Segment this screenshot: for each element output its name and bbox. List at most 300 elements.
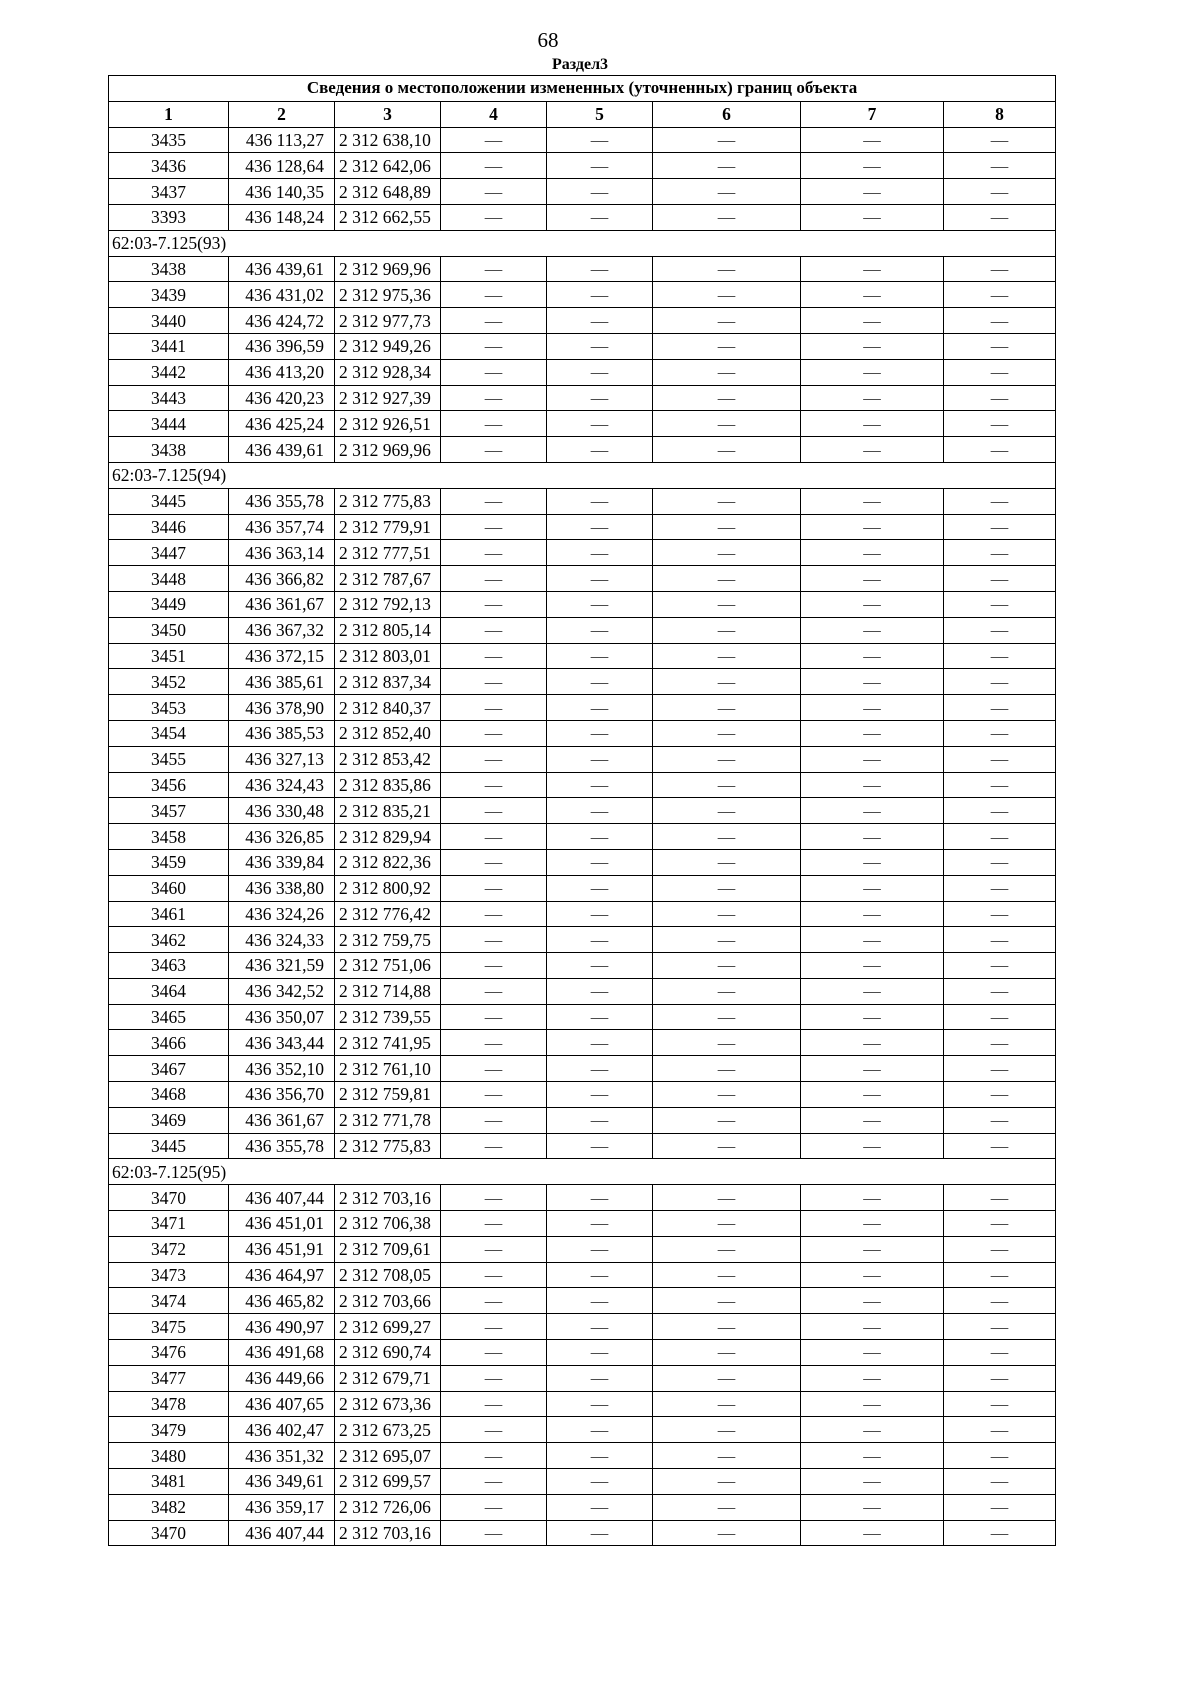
dash-cell: — — [441, 540, 547, 566]
y-coordinate-cell: 2 312 714,88 — [335, 978, 441, 1004]
point-number-cell: 3475 — [109, 1314, 229, 1340]
table-row — [109, 204, 1056, 230]
dash-cell: — — [441, 978, 547, 1004]
dash-cell: — — [944, 953, 1056, 979]
dash-cell: — — [653, 1520, 801, 1546]
dash-cell: — — [801, 1443, 944, 1469]
dash-cell: — — [944, 1365, 1056, 1391]
y-coordinate-cell: 2 312 776,42 — [335, 901, 441, 927]
table-row — [109, 153, 1056, 179]
dash-cell: — — [801, 1004, 944, 1030]
dash-cell: — — [653, 1469, 801, 1495]
x-coordinate-cell: 436 324,26 — [229, 901, 335, 927]
dash-cell: — — [801, 1133, 944, 1159]
y-coordinate-cell: 2 312 852,40 — [335, 720, 441, 746]
dash-cell: — — [944, 1494, 1056, 1520]
point-number-cell: 3438 — [109, 256, 229, 282]
table-row — [109, 927, 1056, 953]
dash-cell: — — [653, 1262, 801, 1288]
point-number-cell: 3435 — [109, 127, 229, 153]
dash-cell: — — [547, 333, 653, 359]
x-coordinate-cell: 436 343,44 — [229, 1030, 335, 1056]
dash-cell: — — [547, 566, 653, 592]
dash-cell: — — [547, 514, 653, 540]
dash-cell: — — [547, 798, 653, 824]
dash-cell: — — [944, 849, 1056, 875]
dash-cell: — — [441, 204, 547, 230]
x-coordinate-cell: 436 420,23 — [229, 385, 335, 411]
table-row — [109, 1211, 1056, 1237]
dash-cell: — — [801, 901, 944, 927]
dash-cell: — — [944, 385, 1056, 411]
y-coordinate-cell: 2 312 761,10 — [335, 1056, 441, 1082]
dash-cell: — — [801, 1082, 944, 1108]
table-row — [109, 488, 1056, 514]
table-row — [109, 411, 1056, 437]
dash-cell: — — [547, 901, 653, 927]
dash-cell: — — [944, 824, 1056, 850]
x-coordinate-cell: 436 464,97 — [229, 1262, 335, 1288]
dash-cell: — — [547, 282, 653, 308]
table-row — [109, 385, 1056, 411]
point-number-cell: 3465 — [109, 1004, 229, 1030]
dash-cell: — — [441, 127, 547, 153]
x-coordinate-cell: 436 407,44 — [229, 1185, 335, 1211]
dash-cell: — — [944, 1082, 1056, 1108]
dash-cell: — — [547, 437, 653, 463]
dash-cell: — — [801, 669, 944, 695]
dash-cell: — — [547, 927, 653, 953]
dash-cell: — — [653, 1494, 801, 1520]
dash-cell: — — [801, 1494, 944, 1520]
dash-cell: — — [547, 746, 653, 772]
y-coordinate-cell: 2 312 787,67 — [335, 566, 441, 592]
table-row — [109, 333, 1056, 359]
table-row — [109, 514, 1056, 540]
table-title: Сведения о местоположении измененных (уточненных) границ объекта — [109, 76, 1056, 102]
table-row — [109, 1236, 1056, 1262]
table-row — [109, 695, 1056, 721]
dash-cell: — — [441, 256, 547, 282]
point-number-cell: 3481 — [109, 1469, 229, 1495]
table-row — [109, 1494, 1056, 1520]
x-coordinate-cell: 436 338,80 — [229, 875, 335, 901]
point-number-cell: 3482 — [109, 1494, 229, 1520]
dash-cell: — — [441, 1004, 547, 1030]
dash-cell: — — [441, 1469, 547, 1495]
table-row — [109, 1469, 1056, 1495]
dash-cell: — — [547, 849, 653, 875]
dash-cell: — — [944, 1004, 1056, 1030]
dash-cell: — — [653, 695, 801, 721]
column-header: 5 — [547, 101, 653, 127]
dash-cell: — — [441, 669, 547, 695]
x-coordinate-cell: 436 378,90 — [229, 695, 335, 721]
x-coordinate-cell: 436 357,74 — [229, 514, 335, 540]
dash-cell: — — [653, 153, 801, 179]
dash-cell: — — [801, 591, 944, 617]
object-group-row — [109, 230, 1056, 256]
table-row — [109, 591, 1056, 617]
dash-cell: — — [441, 1211, 547, 1237]
x-coordinate-cell: 436 366,82 — [229, 566, 335, 592]
table-row — [109, 1443, 1056, 1469]
dash-cell: — — [801, 488, 944, 514]
point-number-cell: 3438 — [109, 437, 229, 463]
y-coordinate-cell: 2 312 706,38 — [335, 1211, 441, 1237]
point-number-cell: 3445 — [109, 488, 229, 514]
x-coordinate-cell: 436 324,43 — [229, 772, 335, 798]
dash-cell: — — [801, 1417, 944, 1443]
y-coordinate-cell: 2 312 759,81 — [335, 1082, 441, 1108]
dash-cell: — — [944, 204, 1056, 230]
dash-cell: — — [653, 437, 801, 463]
table-row — [109, 1365, 1056, 1391]
table-row — [109, 540, 1056, 566]
y-coordinate-cell: 2 312 703,66 — [335, 1288, 441, 1314]
dash-cell: — — [801, 1340, 944, 1366]
y-coordinate-cell: 2 312 759,75 — [335, 927, 441, 953]
table-row — [109, 1056, 1056, 1082]
table-row — [109, 282, 1056, 308]
y-coordinate-cell: 2 312 969,96 — [335, 256, 441, 282]
dash-cell: — — [801, 1236, 944, 1262]
point-number-cell: 3470 — [109, 1185, 229, 1211]
dash-cell: — — [801, 1056, 944, 1082]
y-coordinate-cell: 2 312 803,01 — [335, 643, 441, 669]
dash-cell: — — [547, 1030, 653, 1056]
dash-cell: — — [801, 978, 944, 1004]
dash-cell: — — [944, 1288, 1056, 1314]
dash-cell: — — [653, 746, 801, 772]
y-coordinate-cell: 2 312 840,37 — [335, 695, 441, 721]
dash-cell: — — [653, 617, 801, 643]
point-number-cell: 3468 — [109, 1082, 229, 1108]
dash-cell: — — [653, 127, 801, 153]
table-row — [109, 1262, 1056, 1288]
dash-cell: — — [801, 256, 944, 282]
y-coordinate-cell: 2 312 977,73 — [335, 308, 441, 334]
table-row — [109, 179, 1056, 205]
dash-cell: — — [801, 927, 944, 953]
point-number-cell: 3462 — [109, 927, 229, 953]
dash-cell: — — [547, 1520, 653, 1546]
dash-cell: — — [547, 720, 653, 746]
dash-cell: — — [801, 1520, 944, 1546]
point-number-cell: 3463 — [109, 953, 229, 979]
x-coordinate-cell: 436 128,64 — [229, 153, 335, 179]
dash-cell: — — [653, 333, 801, 359]
point-number-cell: 3449 — [109, 591, 229, 617]
table-row — [109, 824, 1056, 850]
dash-cell: — — [653, 1211, 801, 1237]
dash-cell: — — [944, 1262, 1056, 1288]
dash-cell: — — [801, 437, 944, 463]
table-row — [109, 772, 1056, 798]
section-label: Раздел3 — [551, 56, 609, 73]
dash-cell: — — [944, 1314, 1056, 1340]
dash-cell: — — [547, 1133, 653, 1159]
dash-cell: — — [547, 153, 653, 179]
y-coordinate-cell: 2 312 673,36 — [335, 1391, 441, 1417]
dash-cell: — — [441, 927, 547, 953]
dash-cell: — — [944, 798, 1056, 824]
table-row — [109, 849, 1056, 875]
dash-cell: — — [653, 488, 801, 514]
dash-cell: — — [944, 1340, 1056, 1366]
point-number-cell: 3457 — [109, 798, 229, 824]
x-coordinate-cell: 436 385,61 — [229, 669, 335, 695]
dash-cell: — — [441, 333, 547, 359]
dash-cell: — — [547, 1391, 653, 1417]
dash-cell: — — [944, 901, 1056, 927]
dash-cell: — — [547, 308, 653, 334]
dash-cell: — — [801, 720, 944, 746]
dash-cell: — — [547, 978, 653, 1004]
table-row — [109, 1417, 1056, 1443]
point-number-cell: 3461 — [109, 901, 229, 927]
point-number-cell: 3393 — [109, 204, 229, 230]
y-coordinate-cell: 2 312 673,25 — [335, 1417, 441, 1443]
table-row — [109, 437, 1056, 463]
dash-cell: — — [441, 953, 547, 979]
y-coordinate-cell: 2 312 690,74 — [335, 1340, 441, 1366]
object-group-row — [109, 1159, 1056, 1185]
dash-cell: — — [801, 1314, 944, 1340]
dash-cell: — — [801, 540, 944, 566]
dash-cell: — — [441, 1185, 547, 1211]
dash-cell: — — [441, 1417, 547, 1443]
y-coordinate-cell: 2 312 695,07 — [335, 1443, 441, 1469]
y-coordinate-cell: 2 312 703,16 — [335, 1185, 441, 1211]
dash-cell: — — [547, 127, 653, 153]
point-number-cell: 3439 — [109, 282, 229, 308]
dash-cell: — — [944, 1417, 1056, 1443]
dash-cell: — — [801, 359, 944, 385]
dash-cell: — — [653, 1056, 801, 1082]
y-coordinate-cell: 2 312 638,10 — [335, 127, 441, 153]
dash-cell: — — [441, 695, 547, 721]
dash-cell: — — [801, 746, 944, 772]
x-coordinate-cell: 436 451,01 — [229, 1211, 335, 1237]
dash-cell: — — [653, 643, 801, 669]
dash-cell: — — [801, 566, 944, 592]
dash-cell: — — [801, 617, 944, 643]
point-number-cell: 3460 — [109, 875, 229, 901]
y-coordinate-cell: 2 312 853,42 — [335, 746, 441, 772]
x-coordinate-cell: 436 439,61 — [229, 256, 335, 282]
dash-cell: — — [801, 333, 944, 359]
x-coordinate-cell: 436 356,70 — [229, 1082, 335, 1108]
point-number-cell: 3472 — [109, 1236, 229, 1262]
x-coordinate-cell: 436 140,35 — [229, 179, 335, 205]
x-coordinate-cell: 436 396,59 — [229, 333, 335, 359]
dash-cell: — — [441, 1107, 547, 1133]
y-coordinate-cell: 2 312 835,21 — [335, 798, 441, 824]
dash-cell: — — [653, 953, 801, 979]
dash-cell: — — [653, 204, 801, 230]
dash-cell: — — [441, 488, 547, 514]
dash-cell: — — [441, 1340, 547, 1366]
point-number-cell: 3479 — [109, 1417, 229, 1443]
table-row — [109, 978, 1056, 1004]
table-row — [109, 1520, 1056, 1546]
point-number-cell: 3467 — [109, 1056, 229, 1082]
dash-cell: — — [653, 824, 801, 850]
table-row — [109, 617, 1056, 643]
dash-cell: — — [547, 359, 653, 385]
dash-cell: — — [801, 1365, 944, 1391]
dash-cell: — — [944, 153, 1056, 179]
dash-cell: — — [944, 1030, 1056, 1056]
dash-cell: — — [653, 720, 801, 746]
table-row — [109, 720, 1056, 746]
point-number-cell: 3478 — [109, 1391, 229, 1417]
dash-cell: — — [944, 591, 1056, 617]
column-header: 3 — [335, 101, 441, 127]
dash-cell: — — [801, 385, 944, 411]
x-coordinate-cell: 436 359,17 — [229, 1494, 335, 1520]
dash-cell: — — [944, 1520, 1056, 1546]
y-coordinate-cell: 2 312 699,57 — [335, 1469, 441, 1495]
dash-cell: — — [441, 1365, 547, 1391]
point-number-cell: 3466 — [109, 1030, 229, 1056]
table-row — [109, 1133, 1056, 1159]
x-coordinate-cell: 436 351,32 — [229, 1443, 335, 1469]
dash-cell: — — [944, 437, 1056, 463]
dash-cell: — — [441, 153, 547, 179]
x-coordinate-cell: 436 431,02 — [229, 282, 335, 308]
dash-cell: — — [441, 772, 547, 798]
point-number-cell: 3476 — [109, 1340, 229, 1366]
dash-cell: — — [441, 591, 547, 617]
x-coordinate-cell: 436 361,67 — [229, 591, 335, 617]
y-coordinate-cell: 2 312 648,89 — [335, 179, 441, 205]
y-coordinate-cell: 2 312 800,92 — [335, 875, 441, 901]
x-coordinate-cell: 436 385,53 — [229, 720, 335, 746]
x-coordinate-cell: 436 355,78 — [229, 1133, 335, 1159]
dash-cell: — — [547, 1211, 653, 1237]
point-number-cell: 3448 — [109, 566, 229, 592]
dash-cell: — — [547, 1107, 653, 1133]
table-row — [109, 875, 1056, 901]
point-number-cell: 3446 — [109, 514, 229, 540]
point-number-cell: 3445 — [109, 1133, 229, 1159]
dash-cell: — — [944, 308, 1056, 334]
dash-cell: — — [441, 1082, 547, 1108]
dash-cell: — — [547, 385, 653, 411]
dash-cell: — — [441, 617, 547, 643]
dash-cell: — — [441, 1520, 547, 1546]
point-number-cell: 3440 — [109, 308, 229, 334]
dash-cell: — — [944, 256, 1056, 282]
dash-cell: — — [801, 411, 944, 437]
dash-cell: — — [441, 1056, 547, 1082]
point-number-cell: 3436 — [109, 153, 229, 179]
y-coordinate-cell: 2 312 792,13 — [335, 591, 441, 617]
y-coordinate-cell: 2 312 771,78 — [335, 1107, 441, 1133]
dash-cell: — — [801, 153, 944, 179]
dash-cell: — — [944, 411, 1056, 437]
dash-cell: — — [801, 849, 944, 875]
dash-cell: — — [547, 1185, 653, 1211]
point-number-cell: 3451 — [109, 643, 229, 669]
dash-cell: — — [801, 179, 944, 205]
dash-cell: — — [944, 746, 1056, 772]
dash-cell: — — [944, 1443, 1056, 1469]
dash-cell: — — [801, 282, 944, 308]
dash-cell: — — [653, 1340, 801, 1366]
dash-cell: — — [653, 1314, 801, 1340]
dash-cell: — — [801, 308, 944, 334]
table-row — [109, 1030, 1056, 1056]
point-number-cell: 3442 — [109, 359, 229, 385]
x-coordinate-cell: 436 327,13 — [229, 746, 335, 772]
dash-cell: — — [547, 488, 653, 514]
dash-cell: — — [944, 282, 1056, 308]
point-number-cell: 3437 — [109, 179, 229, 205]
dash-cell: — — [801, 695, 944, 721]
dash-cell: — — [801, 514, 944, 540]
dash-cell: — — [441, 1443, 547, 1469]
x-coordinate-cell: 436 413,20 — [229, 359, 335, 385]
table-row — [109, 1314, 1056, 1340]
dash-cell: — — [801, 1262, 944, 1288]
dash-cell: — — [944, 540, 1056, 566]
dash-cell: — — [944, 669, 1056, 695]
x-coordinate-cell: 436 350,07 — [229, 1004, 335, 1030]
dash-cell: — — [547, 669, 653, 695]
dash-cell: — — [653, 1004, 801, 1030]
dash-cell: — — [547, 540, 653, 566]
dash-cell: — — [441, 1030, 547, 1056]
y-coordinate-cell: 2 312 927,39 — [335, 385, 441, 411]
y-coordinate-cell: 2 312 708,05 — [335, 1262, 441, 1288]
y-coordinate-cell: 2 312 829,94 — [335, 824, 441, 850]
dash-cell: — — [801, 953, 944, 979]
dash-cell: — — [547, 1314, 653, 1340]
dash-cell: — — [944, 359, 1056, 385]
dash-cell: — — [653, 1365, 801, 1391]
point-number-cell: 3443 — [109, 385, 229, 411]
y-coordinate-cell: 2 312 835,86 — [335, 772, 441, 798]
dash-cell: — — [944, 179, 1056, 205]
dash-cell: — — [547, 643, 653, 669]
y-coordinate-cell: 2 312 779,91 — [335, 514, 441, 540]
dash-cell: — — [547, 1056, 653, 1082]
dash-cell: — — [547, 1469, 653, 1495]
dash-cell: — — [441, 1494, 547, 1520]
dash-cell: — — [944, 1056, 1056, 1082]
dash-cell: — — [653, 1185, 801, 1211]
dash-cell: — — [547, 1288, 653, 1314]
column-header: 2 — [229, 101, 335, 127]
dash-cell: — — [653, 282, 801, 308]
dash-cell: — — [944, 127, 1056, 153]
dash-cell: — — [653, 772, 801, 798]
dash-cell: — — [801, 1185, 944, 1211]
dash-cell: — — [653, 1443, 801, 1469]
dash-cell: — — [547, 1340, 653, 1366]
dash-cell: — — [441, 1236, 547, 1262]
dash-cell: — — [441, 1262, 547, 1288]
dash-cell: — — [944, 695, 1056, 721]
y-coordinate-cell: 2 312 739,55 — [335, 1004, 441, 1030]
x-coordinate-cell: 436 451,91 — [229, 1236, 335, 1262]
dash-cell: — — [653, 385, 801, 411]
x-coordinate-cell: 436 439,61 — [229, 437, 335, 463]
table-row — [109, 953, 1056, 979]
